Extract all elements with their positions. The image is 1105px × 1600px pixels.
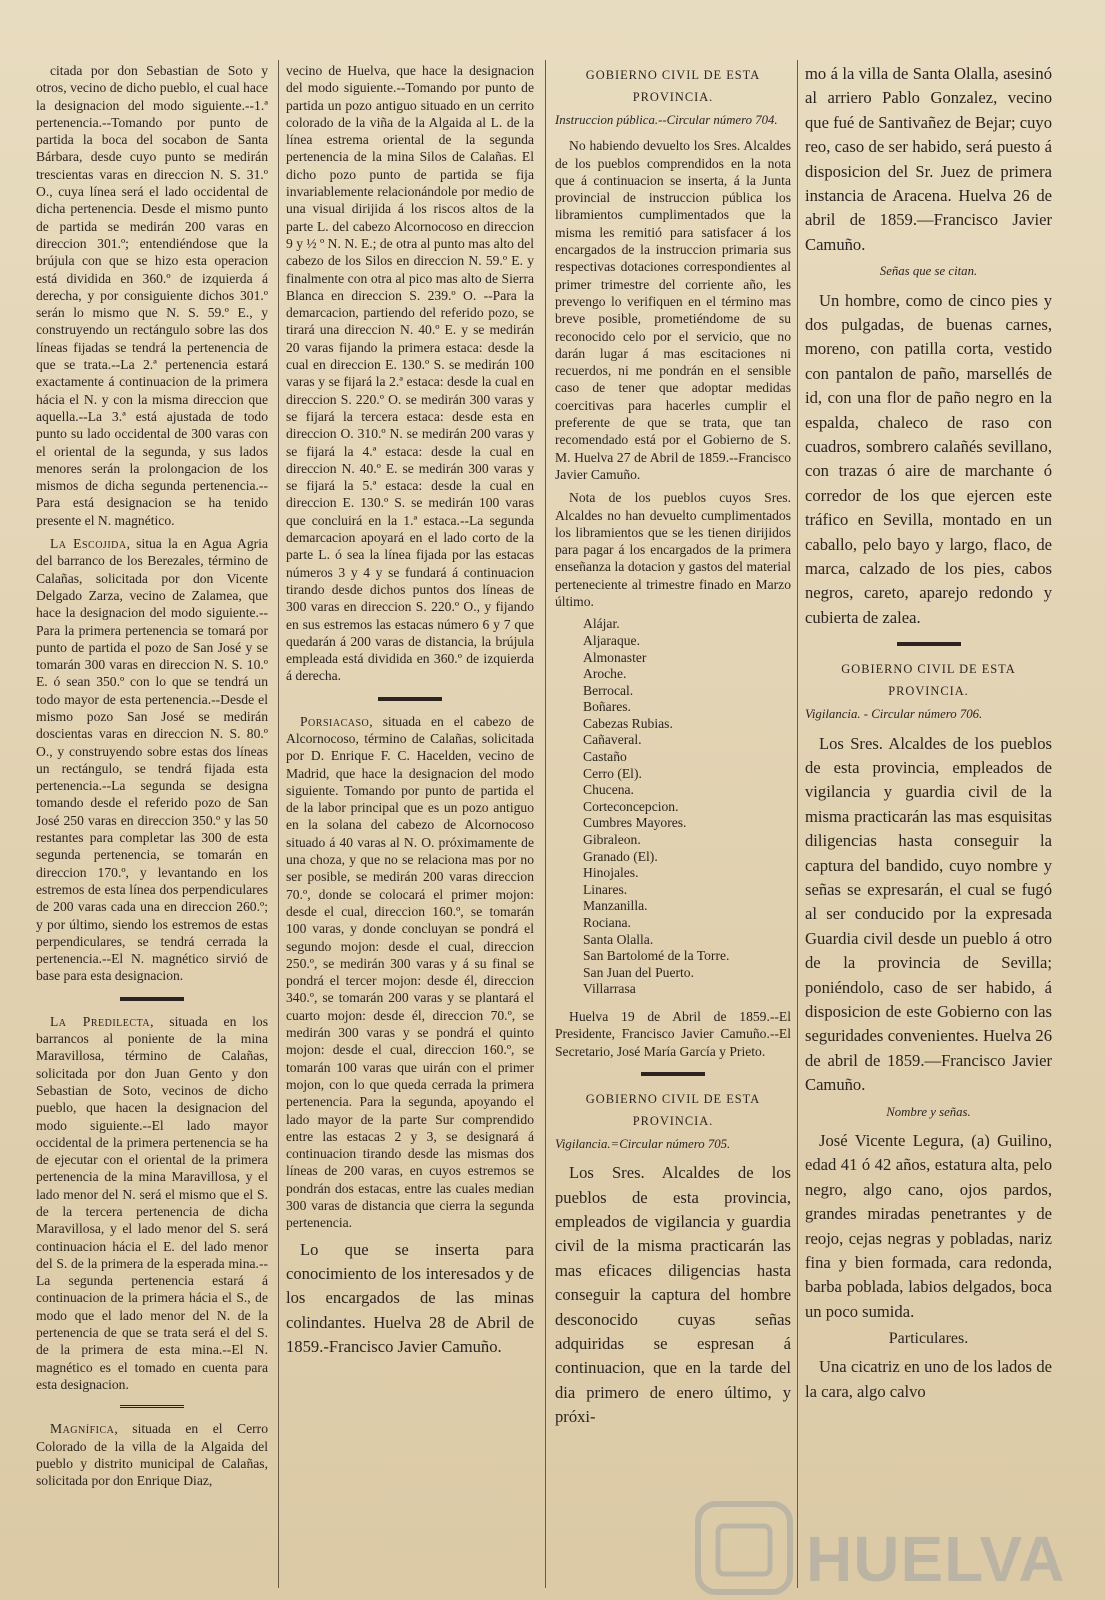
town-item: Villarrasa xyxy=(583,981,636,997)
separator xyxy=(641,1072,705,1076)
town-item: Berrocal. xyxy=(583,682,634,698)
library-watermark xyxy=(690,1496,1090,1600)
mine-name: Magnífica xyxy=(50,1421,115,1437)
mine-porsiacaso xyxy=(286,713,534,1232)
section-heading: GOBIERNO CIVIL DE ESTA PROVINCIA. xyxy=(585,68,761,104)
circular-title: Vigilancia.=Circular número 705. xyxy=(555,1136,731,1151)
circular-706-text: Los Sres. Alcaldes de los pueblos de esta provincia, empleados de vigilancia y guardia civil de la misma practicarán las mas esquisitas diligencias hasta conseguir la captura del bandido, cuyo nombre y señas se expresarán, el cual se fugó al ser conducido por la expresada Guardia civil desde un pueblo á otro de la provincia de Sevilla; poniéndolo, caso de ser habido, á disposicion de este Gobierno con las seguridades convenientes. Huelva 26 de abril de 1859.—Francisco Javier Camuño. xyxy=(805,733,1052,1095)
subsection-title: Señas que se citan. xyxy=(879,264,978,279)
town-item: Castaño xyxy=(583,749,627,765)
column-4 xyxy=(805,62,1052,1580)
mine-text: , situa la en Agua Agria del barranco de los Berezales, término de Calañas, solicitada por don Vicente Delgado Zarza, vecino de Zalamea, que hace la designacion del modo siguiente.--Para la primera pertenencia se tomará por punto de partida el pozo de San José y se tomarán 300 varas en direccion N. S. 10.º E. ó sean 350.º con lo que se tendrá un todo mayor de esta pertenencia.--Desde el mismo pozo San José se medirán doscientas varas en direccion N. S. 80.º O., y construyendo sobre estas dos líneas un rectángulo, se tendrá fijada esta pertenencia.--La segunda se designa tomando desde el referido pozo de San José 250 varas en direccion 350.º y las 50 restantes para completar las 300 de esta segunda pertenencia, se tomarán en direccion 170.º, y levantando en los estremos de esta línea dos perpendiculares de 200 varas cada una en direccion 260.º; y por último, siendo los estremos de estas perpendiculares, se tendrá cerrada la pertenencia.--El N. magnético sirvió de base para esta designacion. xyxy=(36,536,268,984)
closing-notice: Lo que se inserta para conocimiento de los interesados y de los encargados de las minas colindantes. Huelva 28 de Abril de 1859.-Francisco Javier Camuño. xyxy=(286,1239,534,1357)
circular-705-continuation: mo á la villa de Santa Olalla, asesinó al arriero Pablo Gonzalez, vecino que fué de Santivañez de Bejar; cuyo reo, caso de ser habido, será puesto á disposicion del Sr. Juez de primera instancia de Aracena. Huelva 26 de abril de 1859.—Francisco Javier Camuño. xyxy=(805,64,1052,254)
section-heading: GOBIERNO CIVIL DE ESTA PROVINCIA. xyxy=(585,1091,761,1128)
town-item: Aroche. xyxy=(583,666,627,682)
subsection-title: Particulares. xyxy=(888,1330,969,1348)
mine-name: Porsiacaso xyxy=(300,713,370,729)
town-item: Cabezas Rubias. xyxy=(583,715,673,731)
town-item: Santa Olalla. xyxy=(583,931,654,947)
town-item: Aljaraque. xyxy=(583,632,640,648)
town-item: Chucena. xyxy=(583,782,634,798)
mine-text: , situada en el Cerro Colorado de la villa de la Algaida del pueblo y distrito municipal de Calañas, solicitada por don Enrique Diaz, xyxy=(36,1421,268,1489)
signature: Huelva 19 de Abril de 1859.--El Presidente, Francisco Javier Camuño.--El Secretario, José María García y Prieto. xyxy=(555,1008,791,1059)
mine-text: , situada en los barrancos al poniente de la mina Maravillosa, término de Calañas, solicitada por don Juan Gento y don Sebastian de Soto, vecinos de dicho pueblo, que hacen la designacion del modo siguiente.--El lado mayor occidental de la primera pertenencia se ha de ejecutar con el oriental de la primera pertenencia de la mina Maravillosa, y el lado menor del N. será el mismo que el S. de la tercera pertenencia de dicha Maravillosa, y el lado menor del S. será continuacion hácia el E. del lado menor del S. de la primera de la esperada mina.--La segunda pertenencia estará á continuacion de la primera hácia el S., de modo que el lado menor del N. de la pertenencia de que se trata será el del S. de la primera de esta mina.--El N. magnético es el tomado en cuenta para esta designacion. xyxy=(36,1013,268,1392)
mine-name: La Predilecta xyxy=(50,1013,151,1029)
circular-704-text: No habiendo devuelto los Sres. Alcaldes de los pueblos comprendidos en la nota que á continuacion se inserta, á la Junta provincial de instruccion pública los libramientos cumplimentados que la misma les remitió para satisfacer á los encargados de la instruccion primaria sus respectivas dotaciones correspondientes al primer trimestre del corriente año, les prevengo lo verifiquen en el término mas breve posible, prometiéndome de su reconocido celo por el servicio, que no darán lugar á mas escitaciones ni recuerdos, ni me pondrán en el sensible caso de tener que adoptar medidas coercitivas para hacerles cumplir el preferente de que se trata, que tan recomendado está por el Gobierno de S. M. Huelva 27 de Abril de 1859.--Francisco Javier Camuño. xyxy=(555,138,791,482)
town-item: Manzanilla. xyxy=(583,898,648,914)
seal-icon xyxy=(690,1496,800,1596)
towns-note: Nota de los pueblos cuyos Sres. Alcaldes no han devuelto cumplimentados los libramientos que se les tienen dirijidos para pagar á los encargados de la primera enseñanza la dotacion y gastos del material perteneciente al trimestre finado en Marzo último. xyxy=(555,490,791,610)
mine-name: La Escojida xyxy=(50,536,127,552)
column-1 xyxy=(36,62,268,1580)
mine-predilecta xyxy=(36,1013,268,1394)
town-item: San Bartolomé de la Torre. xyxy=(583,948,730,964)
section-heading: GOBIERNO CIVIL DE ESTA PROVINCIA. xyxy=(841,662,1016,699)
town-item: San Juan del Puerto. xyxy=(583,964,695,980)
town-item: Rociana. xyxy=(583,915,631,930)
column-3 xyxy=(555,62,791,1580)
column-2 xyxy=(286,62,534,1580)
town-item: Cañaveral. xyxy=(583,732,642,748)
mine-magnifica xyxy=(36,1420,268,1489)
subsection-title: Nombre y señas. xyxy=(886,1104,971,1119)
towns-list xyxy=(583,616,791,998)
town-item: Alájar. xyxy=(583,616,620,632)
separator xyxy=(897,642,961,646)
separator xyxy=(120,997,184,1001)
separator xyxy=(378,697,442,701)
circular-title: Instruccion pública.--Circular número 704. xyxy=(555,113,778,127)
town-item: Linares. xyxy=(583,881,628,897)
column-rule xyxy=(797,60,798,1588)
town-item: Hinojales. xyxy=(583,865,639,881)
column-rule xyxy=(545,60,546,1588)
town-item: Gibraleon. xyxy=(583,832,641,848)
town-item: Granado (El). xyxy=(583,848,658,864)
town-item: Cumbres Mayores. xyxy=(583,815,687,831)
circular-title: Vigilancia. - Circular número 706. xyxy=(805,707,983,722)
column-rule xyxy=(278,60,279,1588)
watermark-text: HUELVA xyxy=(806,1523,1066,1595)
mine-escojida xyxy=(36,535,268,985)
name-and-description: José Vicente Legura, (a) Guilino, edad 41 ó 42 años, estatura alta, pelo negro, algo cano, ojos pardos, grandes miradas penetrantes y de reojo, cejas negras y pobladas, nariz fina y bien formada, cara redonda, barba poblada, labios delgados, boca un poco sumida. xyxy=(805,1130,1052,1321)
town-item: Almonaster xyxy=(583,649,647,665)
description-text: Un hombre, como de cinco pies y dos pulgadas, de buenas carnes, moreno, con patilla corta, vestido con pantalon de paño, marsellés de id, con una flor de paño negro en la espalda, chaleco de raso con cuadros, sombrero calañés sevillano, con trazas ó aire de marchante ó corredor de los que ejercen este tráfico en Sevilla, montado en un caballo, pelo bayo y largo, flaco, de marca, calzado de los pies, cabos negros, careto, aparejo redondo y cubierta de zalea. xyxy=(805,290,1052,627)
circular-705-text: Los Sres. Alcaldes de los pueblos de esta provincia, empleados de vigilancia y guardia civil de la misma practicarán las mas eficaces diligencias hasta conseguir la captura del hombre desconocido cuyas señas adquiridas se espresan á continuacion, que en la tarde del dia primero de enero último, y próxi- xyxy=(555,1163,791,1427)
mine-text: , situada en el cabezo de Alcornocoso, término de Calañas, solicitada por D. Enrique F. C. Hacelden, vecino de Madrid, que hace la designacion del modo siguiente. Tomando por punto de partida el de la labor principal que es un pozo antiguo en la solana del cabezo de Alcornocoso situado á 40 varas al N. O. próximamente de una choza, y que no se relaciona mas por no ser posible, se medirán 200 varas direccion 70.º, donde se colocará el primer mojon: desde el cual, direccion 160.º, se tomarán 100 varas, y donde concluyan se pondrá el segundo mojon: desde el cual, direccion 250.º, se medirán 300 varas y á su final se pondrá el tercer mojon: desde él, direccion 340.º, se tomarán 200 varas y se plantará el cuarto mojon: desde él, direccion 70.º, se medirán 300 varas y se pondrá el quinto mojon: desde el cual, direccion 160.º, se tomarán 100 varas que uirán con el primer mojon, con lo que queda cerrada la primera pertenencia. Para la segunda, apoyando el lado mayor de la parte Sur comprendido entre las estacas 2 y 3, se designará á continuacion tirando desde las mismas dos líneas de 200 varas, en cuyos estremos se pondrán dos estacas, entre las cuales median 300 varas de distancia que cierra la segunda pertenencia. xyxy=(286,713,534,1231)
town-item: Boñares. xyxy=(583,699,631,715)
particulars-text: Una cicatriz en uno de los lados de la cara, algo calvo xyxy=(805,1357,1052,1401)
separator xyxy=(120,1405,184,1408)
town-item: Cerro (El). xyxy=(583,765,642,781)
mine-text-continuation: vecino de Huelva, que hace la designacion del modo siguiente.--Tomando por punto de partida un pozo antiguo situado en un cerrito colorado de la viña de la Algaida al L. de la línea estrema oriental de la segunda pertenencia de la mina Silos de Calañas. El dicho pozo punto de partida se fija invariablemente relacionándole por medio de una visual dirijida á los riscos altos de la parte L. del cabezo Alcornocoso en direccion 9 y ½ º N. N. E.; de otra al punto mas alto del cabezo de los Silos en direccion N. 59.º E. y finalmente con otra al pico mas alto de Sierra Blanca en direccion S. 239.º O. --Para la demarcacion, partiendo del referido pozo, se tirará una direccion N. 40.º E. y se medirán 20 varas fijando la primera estaca: desde la cual en direccion E. 130.º S. se medirán 100 varas y se fijará la 2.ª estaca: desde la cual en direccion S. 220.º O. se medirán 300 varas y se fijará la tercera estaca: desde esta en direccion O. 310.º N. se medirán 200 varas y se fijará la 4.ª estaca: desde la cual en direccion N. 40.º E. se medirán 300 varas y se fijará la 5.ª estaca: desde la cual en direccion E. 130.º S. se medirán 100 varas que concluirá en la 1.ª estaca.--La segunda demarcacion apoyará en el lado corto de la parte L. ó sea la línea fijada por las estacas números 3 y 4 y se fundará á continuacion tirando desde dichos puntos dos líneas de 300 varas en direccion S. 220.º O., y fijando en sus estremos las estacas número 6 y 7 que quedarán á 200 varas de distancia, la brújula empleada está dividida en 360.º de izquierda á derecha. xyxy=(286,63,534,684)
mine-text-continuation: citada por don Sebastian de Soto y otros, vecino de dicho pueblo, el cual hace la designacion del modo siguiente.--1.ª pertenencia.--Tomando por punto de partida la boca del socabon de Santa Bárbara, desde cuyo punto se medirán trescientas varas en direccion N. S. 31.º O., cuya línea será el lado occidental de dicha pertenencia. Desde el mismo punto de partida se medirán 200 varas en direccion 301.º; entendiéndose que la brújula con que se hizo esta operacion está dividida en 360.º de izquierda á derecha, y por consiguiente dichos 301.º serán lo mismo que N. S. 59.º E., y construyendo un rectángulo sobre las dos líneas fijadas se tendrá la pertenencia de que se trata.--La 2.ª pertenencia estará exactamente á continuacion de la primera hácia el N. y con la misma direccion que aquella.--La 3.ª está ajustada de todo punto su lado occidental de 300 varas con el oriental de la segunda, y sus lados menores serán la prolongacion de los mismos de dicha segunda pertenencia.--Para está designacion se ha tenido presente el N. magnético. xyxy=(36,63,268,528)
town-item: Corteconcepcion. xyxy=(583,798,679,814)
